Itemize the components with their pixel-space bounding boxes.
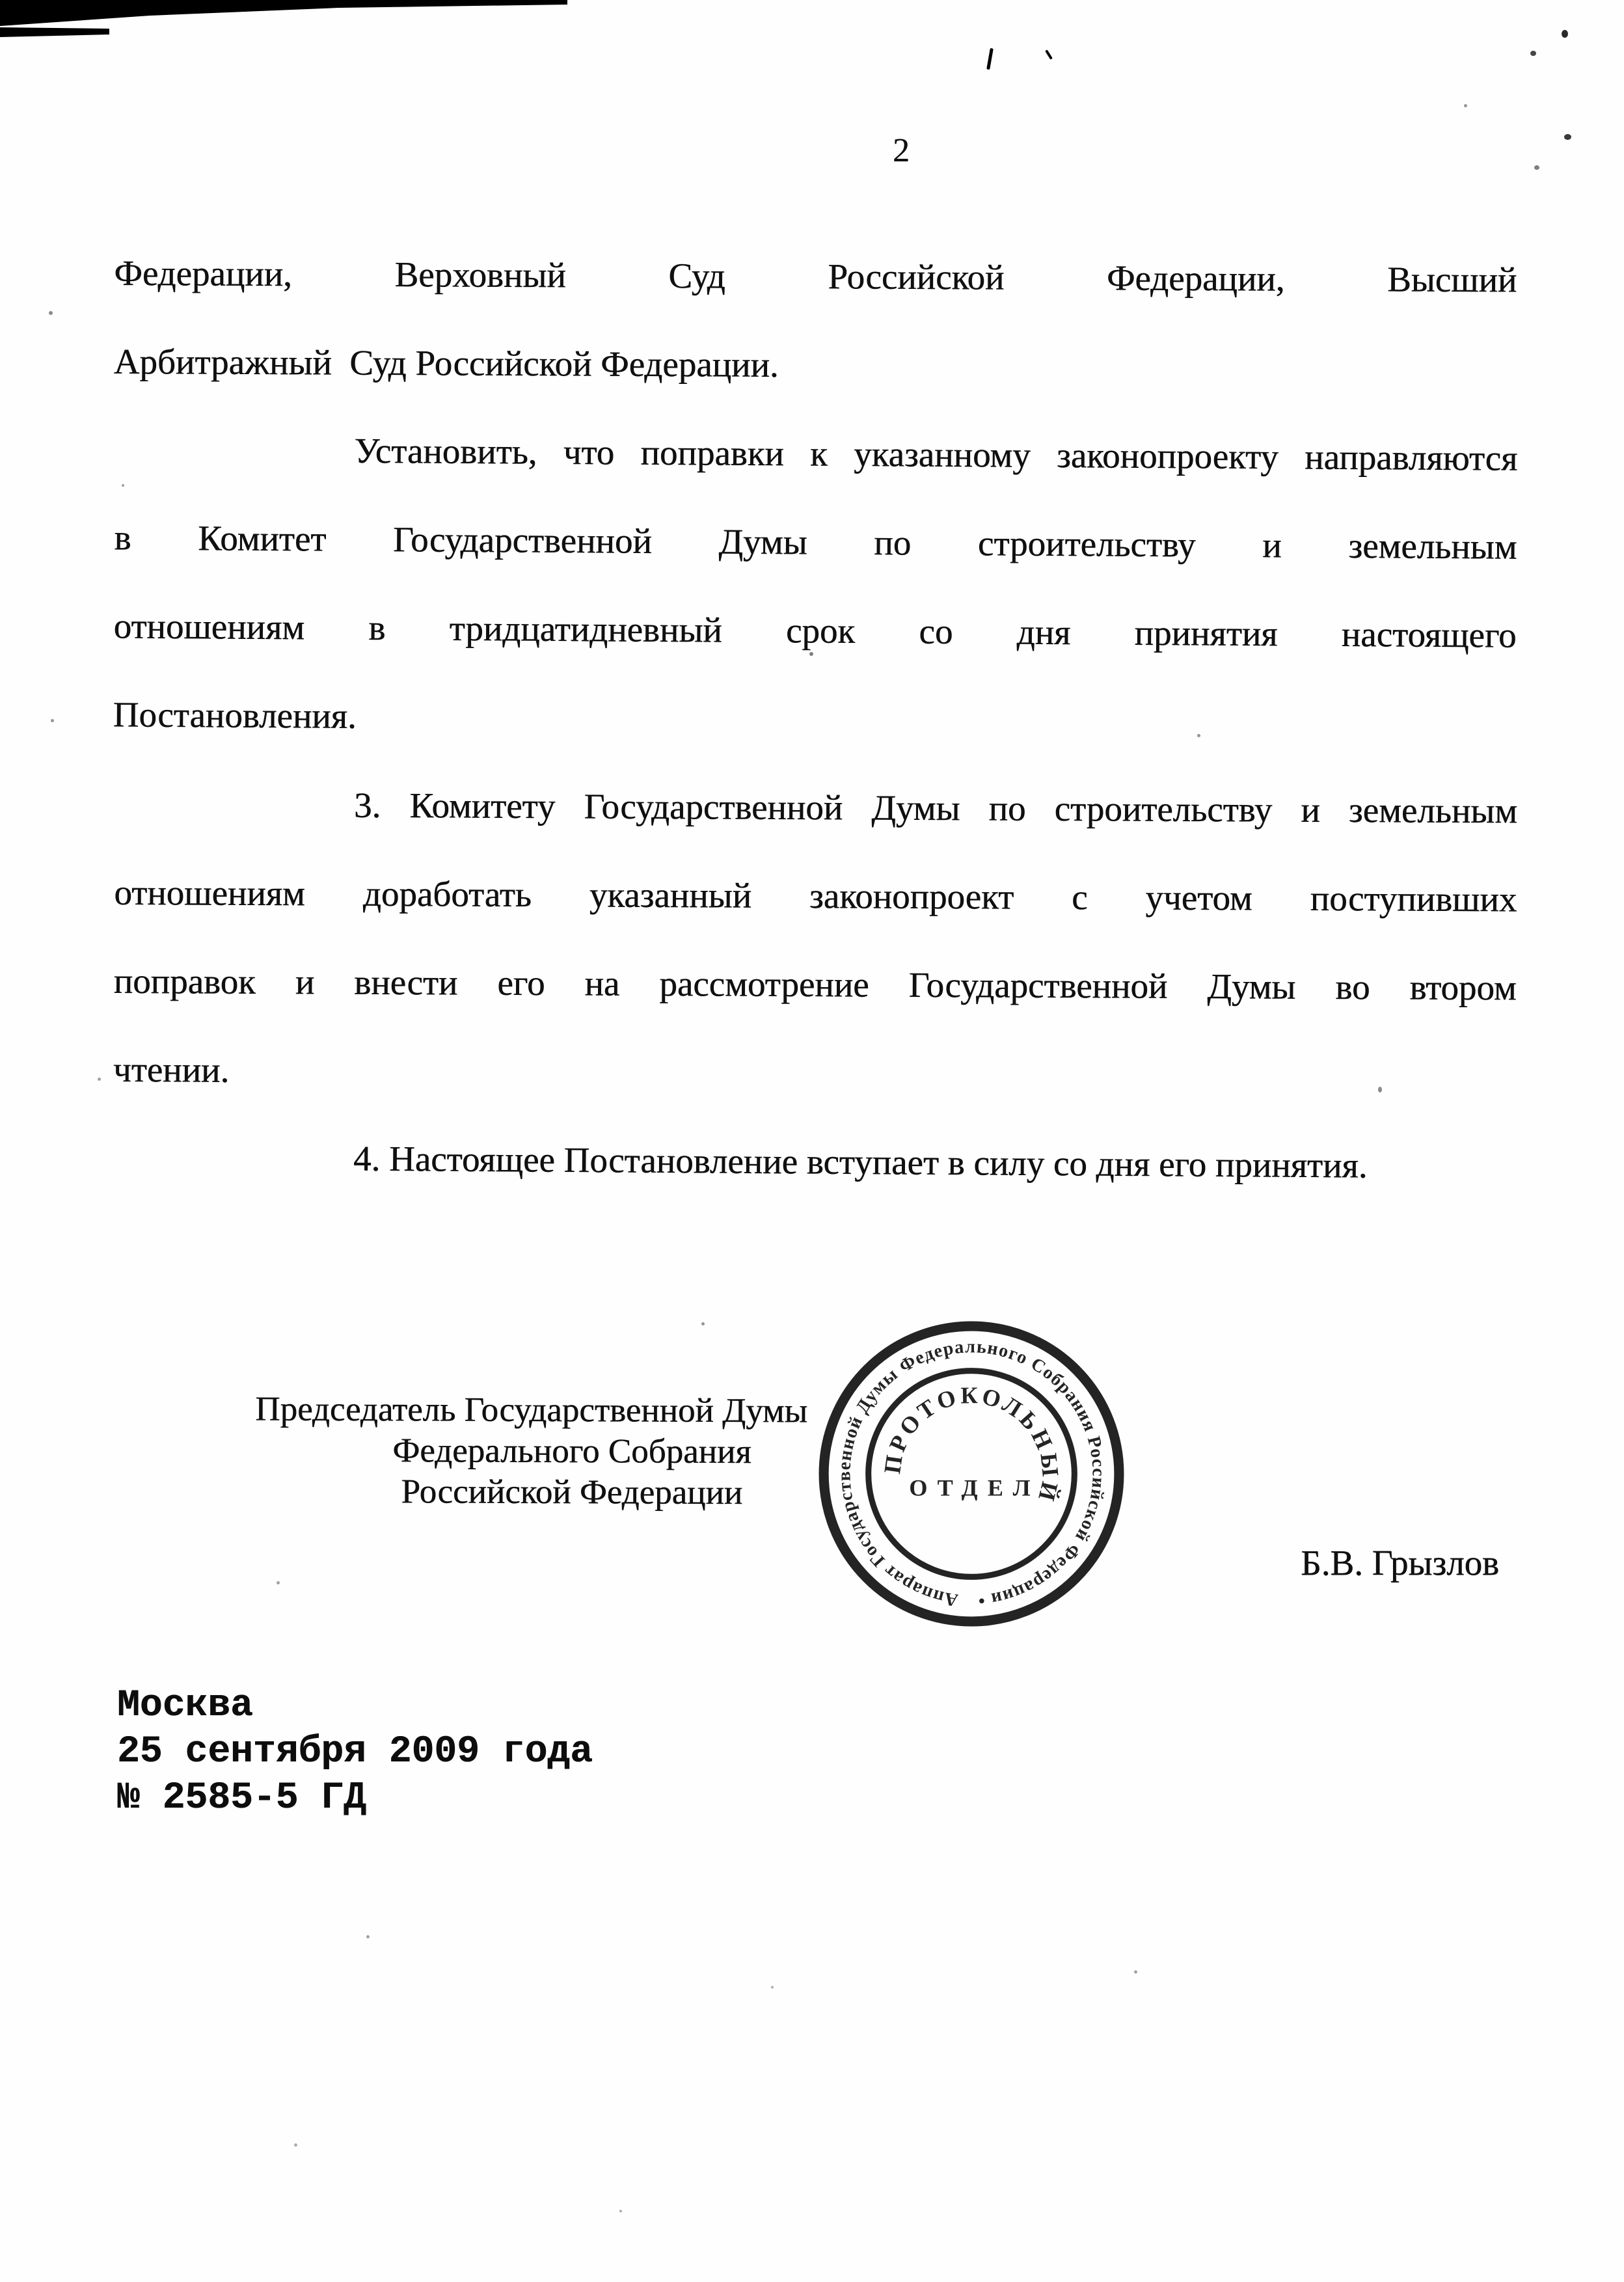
signature-block <box>255 1389 848 1514</box>
ink-speck <box>1564 134 1571 140</box>
text-line: Федерации, Верховный Суд Российской Федерации, Высший <box>114 252 1517 300</box>
paragraph-1 <box>113 229 1517 413</box>
ink-speck <box>701 1322 705 1325</box>
ink-speck <box>49 311 53 315</box>
ink-speck <box>771 1986 774 1989</box>
ink-speck <box>1464 104 1467 107</box>
ink-speck <box>294 2143 297 2147</box>
signature-title-line-1: Председатель Государственной Думы <box>255 1390 808 1430</box>
document-body <box>114 232 1517 1205</box>
ink-speck <box>366 1935 370 1938</box>
signature-title-line-2: Федерального Собрания <box>392 1432 751 1471</box>
ink-speck <box>1534 165 1539 170</box>
scan-mark-backslash <box>986 48 994 70</box>
ink-speck <box>1562 30 1568 38</box>
paragraph-4 <box>114 1113 1517 1211</box>
text-line: Арбитражный Суд Российской Федерации. <box>113 341 779 385</box>
ink-speck <box>277 1581 280 1584</box>
text-line: поправок и внести его на рассмотрение Государственной Думы во втором <box>113 960 1517 1008</box>
signer-name: Б.В. Грызлов <box>1301 1543 1499 1582</box>
signature-title-line-3: Российской Федерации <box>401 1473 743 1512</box>
ink-speck <box>98 1078 101 1081</box>
text-line: отношениям доработать указанный законопроект с учетом поступивших <box>114 872 1517 919</box>
text-line: 3. Комитету Государственной Думы по строительству и земельным <box>353 785 1518 831</box>
text-line: 4. Настоящее Постановление вступает в силу со дня его принятия. <box>353 1138 1368 1186</box>
document-footer <box>117 1683 593 1821</box>
stamp-ring-label: Аппарат Государственной Думы Федерального Собрания Российской Федерации • <box>834 1337 1109 1611</box>
footer-city: Москва <box>117 1685 253 1727</box>
official-stamp <box>817 1320 1126 1628</box>
ink-speck <box>51 719 54 722</box>
text-line: в Комитет Государственной Думы по строительству и земельным <box>114 517 1517 567</box>
paragraph-2 <box>113 405 1518 768</box>
stamp-upper-label: ПРОТОКОЛЬНЫЙ <box>879 1382 1064 1507</box>
footer-date: 25 сентября 2009 года <box>117 1731 593 1773</box>
text-line: Установить, что поправки к указанному законопроекту направляются <box>354 430 1518 478</box>
ink-speck <box>1530 51 1536 56</box>
page-number: 2 <box>893 132 910 169</box>
scan-artifact-top-bar <box>0 0 586 39</box>
text-line: Постановления. <box>113 694 357 736</box>
text-line: отношениям в тридцатидневный срок со дня принятия настоящего <box>113 606 1517 655</box>
text-line: чтении. <box>113 1049 230 1090</box>
footer-number: № 2585-5 ГД <box>117 1777 366 1819</box>
stamp-center-label: ОТДЕЛ <box>909 1474 1040 1501</box>
scan-mark-slash <box>1045 49 1053 60</box>
paragraph-3 <box>113 760 1518 1121</box>
ink-speck <box>619 2210 622 2212</box>
ink-speck <box>1134 1970 1137 1974</box>
